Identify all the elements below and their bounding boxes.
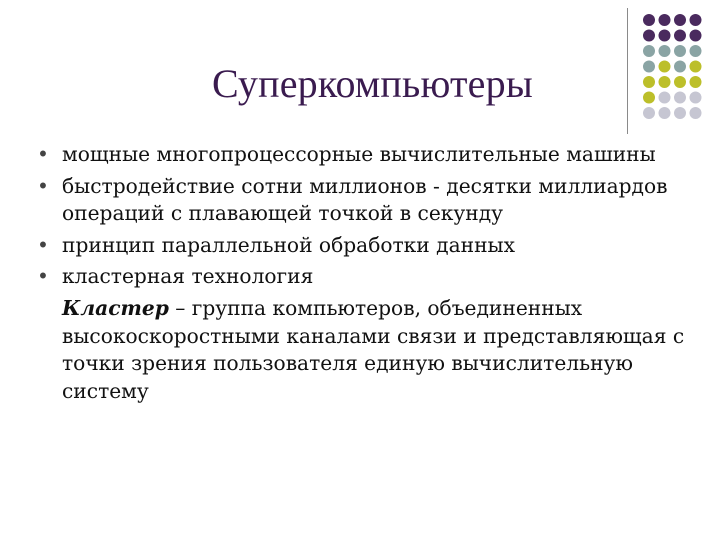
decor-dot	[690, 30, 702, 42]
decor-dot	[643, 45, 655, 57]
decor-dot	[659, 45, 671, 57]
decor-dot	[643, 14, 655, 26]
bullet-item	[34, 263, 704, 291]
bullet-item	[34, 141, 704, 169]
decor-dot	[659, 14, 671, 26]
bullet-icon: •	[37, 142, 49, 166]
decor-dot	[674, 30, 686, 42]
decor-dot	[674, 107, 686, 119]
decor-dot	[674, 76, 686, 88]
bullet-text: кластерная технология	[62, 264, 314, 289]
title-divider-line	[627, 8, 628, 134]
decor-dot	[659, 107, 671, 119]
decor-dot	[659, 61, 671, 73]
decor-dot	[643, 76, 655, 88]
bullet-item	[34, 173, 704, 228]
bullet-icon: •	[37, 173, 49, 198]
decor-dot	[690, 76, 702, 88]
decor-dot	[690, 45, 702, 57]
decor-dot	[659, 76, 671, 88]
decor-dot	[659, 30, 671, 42]
definition-text: – группа компьютеров, объединенных высокоскоростными каналами связи и представляющая с точки зрения пользователя единую вычислительную систему	[62, 295, 685, 403]
decor-dot	[643, 92, 655, 104]
decor-dot	[643, 107, 655, 119]
bullet-list	[34, 141, 704, 291]
bullet-icon: •	[37, 232, 49, 257]
decor-dot	[690, 107, 702, 119]
bullet-item	[34, 232, 704, 260]
bullet-text: принцип параллельной обработки данных	[62, 232, 515, 257]
definition-term: Кластер	[62, 295, 169, 320]
bullet-text: быстродействие сотни миллионов - десятки миллиардов операций с плавающей точкой в секунду	[62, 173, 668, 226]
dot-grid-decoration	[641, 12, 720, 122]
slide-body	[34, 141, 704, 405]
cluster-definition	[34, 295, 704, 405]
decor-dot	[674, 92, 686, 104]
decor-dot	[690, 14, 702, 26]
bullet-text: мощные многопроцессорные вычислительные машины	[62, 142, 656, 166]
decor-dot	[690, 92, 702, 104]
decor-dot	[674, 14, 686, 26]
decor-dot	[643, 30, 655, 42]
slide-title: Суперкомпьютеры	[212, 61, 533, 106]
decor-dot	[643, 61, 655, 73]
bullet-icon: •	[37, 264, 49, 289]
decor-dot	[674, 45, 686, 57]
decor-dot	[690, 61, 702, 73]
decor-dot	[659, 92, 671, 104]
decor-dot	[674, 61, 686, 73]
